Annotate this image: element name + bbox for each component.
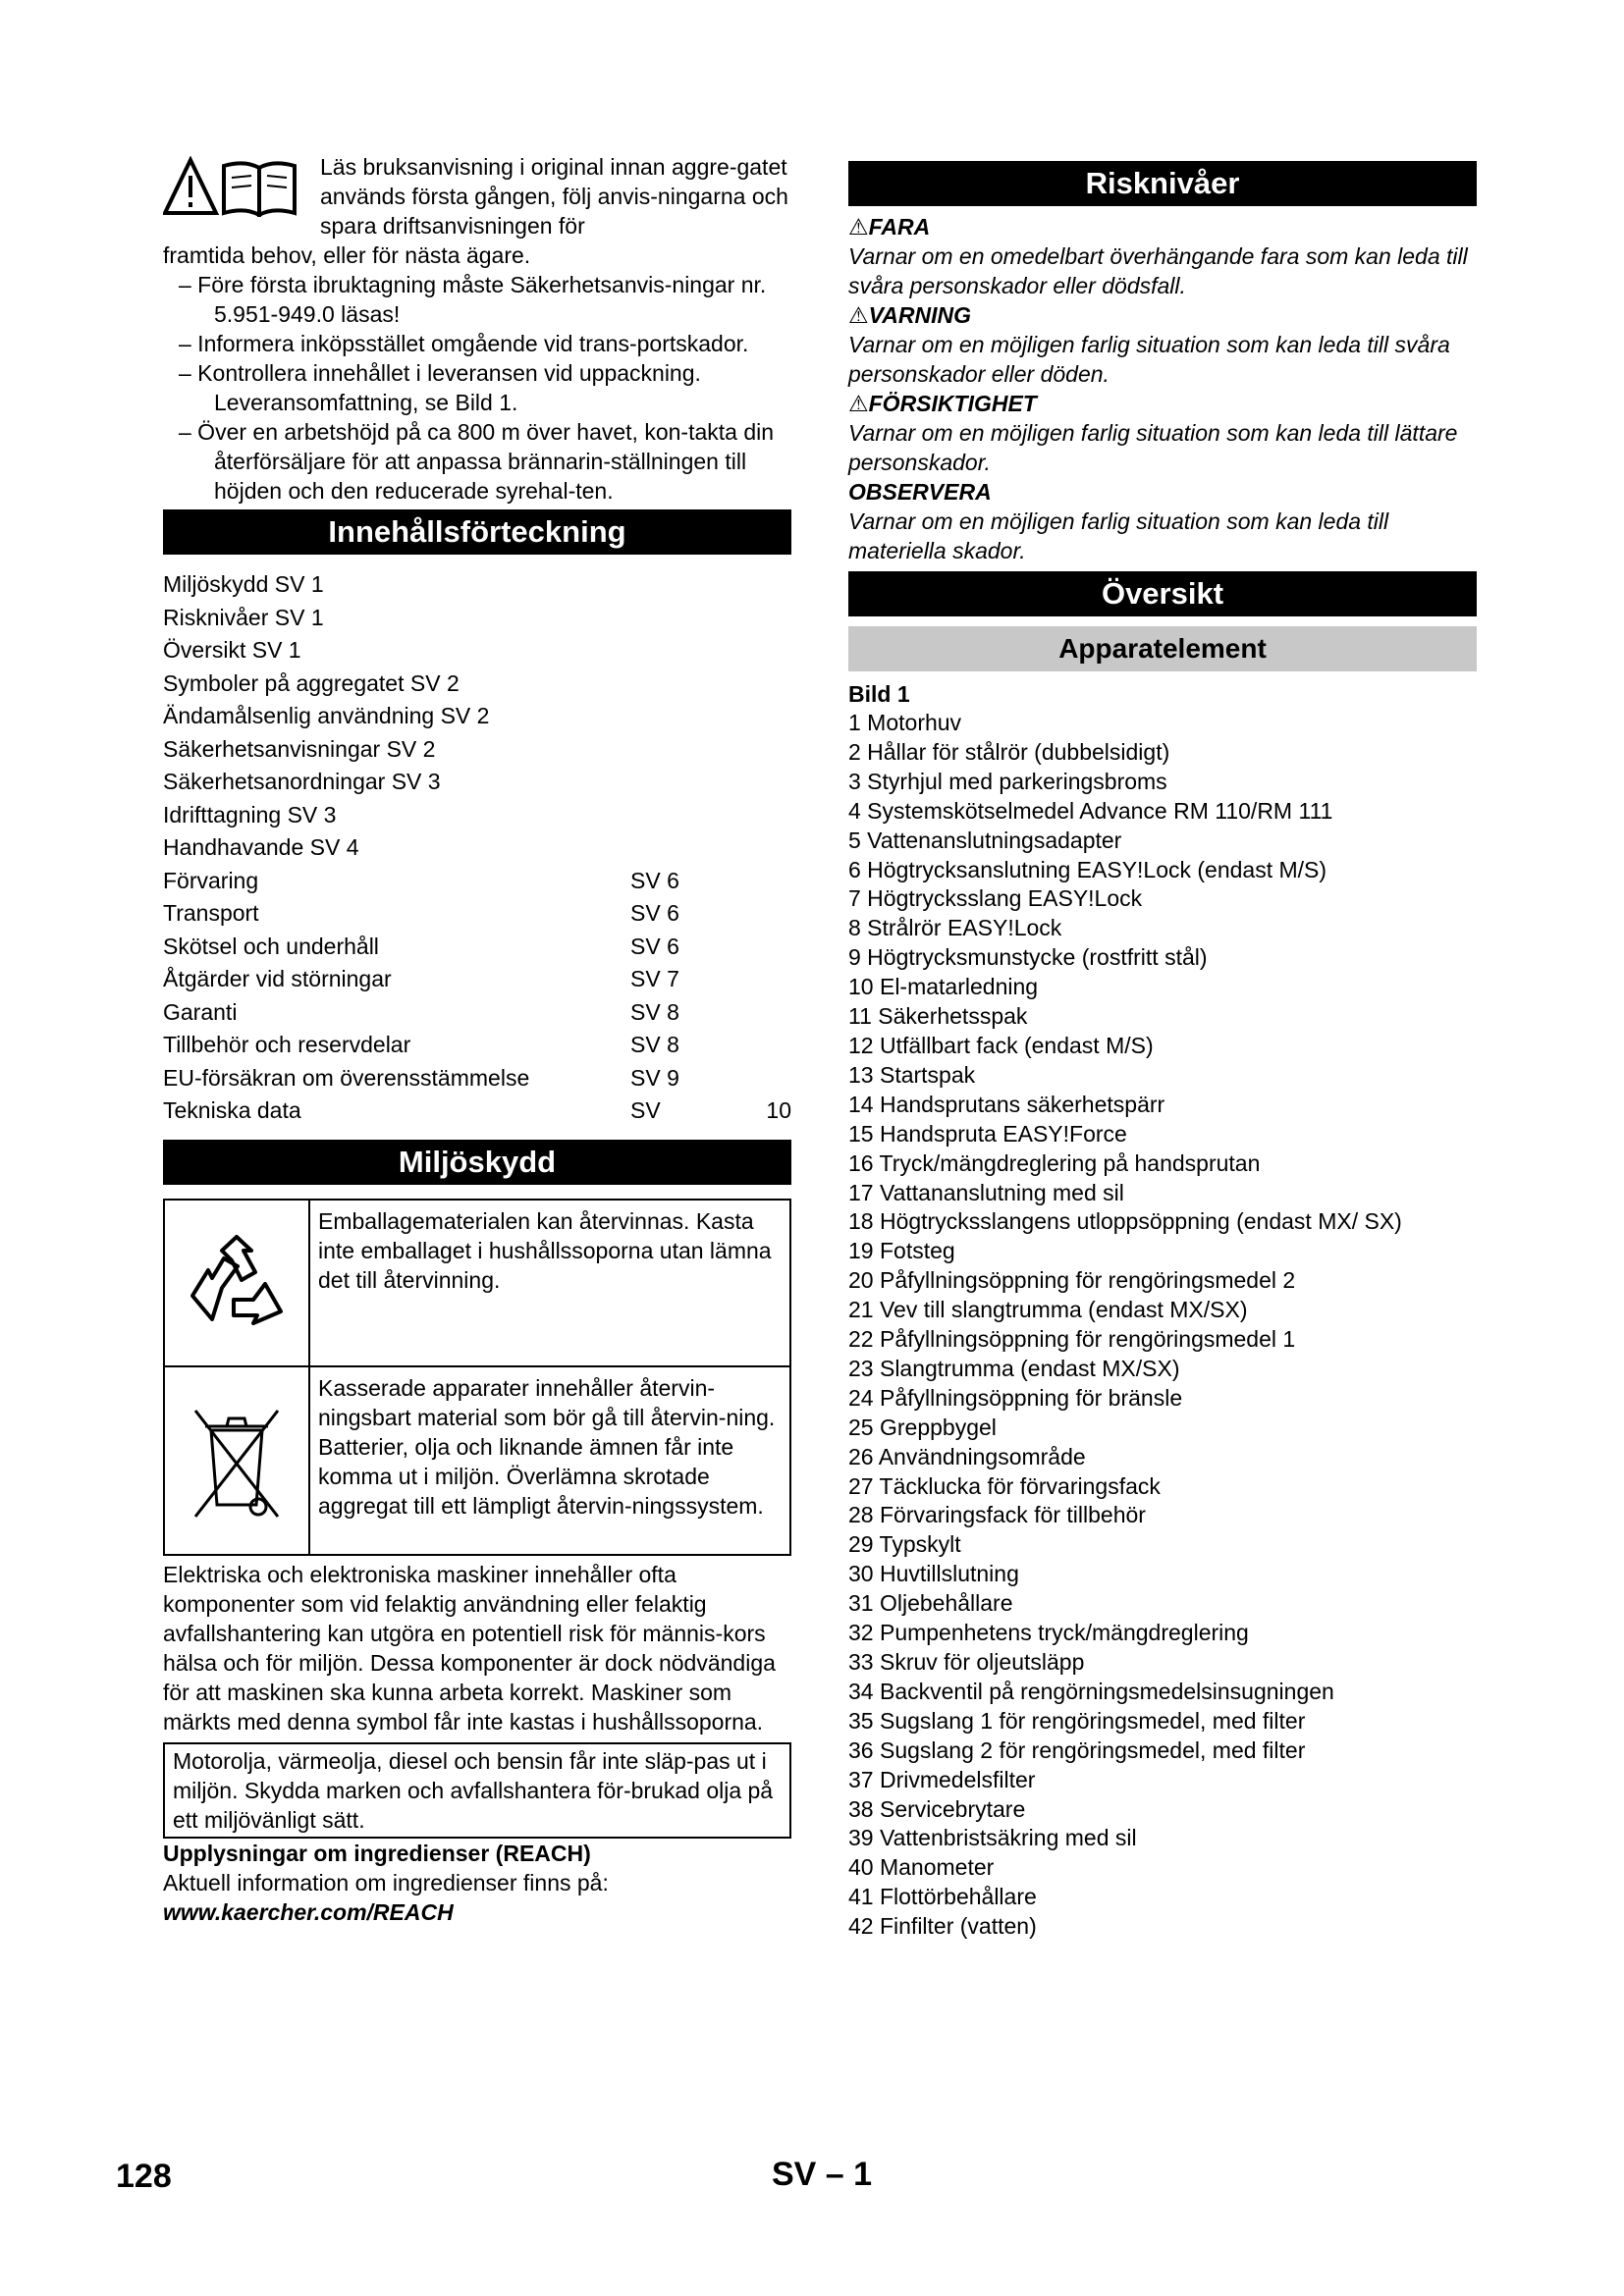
list-item: 39 Vattenbristsäkring med sil [848,1825,1137,1851]
toc-list [163,568,791,1128]
right-column [848,152,1477,1942]
toc-page [748,831,791,865]
list-item: – Över en arbetshöjd på ca 800 m över havet, kon-takta din återförsäljare för att anpassa brännarin-ställningen till höjden och den reducerade syrehal-ten. [179,419,775,504]
risk-level-text: Varnar om en möjligen farlig situation som kan leda till svåra personskador eller döden. [848,332,1450,387]
oil-notice-box [163,1742,791,1839]
toc-row[interactable] [163,1062,791,1095]
toc-sv: SV 6 [630,867,679,893]
warning-manual-icon [163,156,310,217]
list-item: 2 Hållar för stålrör (dubbelsidigt) [848,738,1170,765]
toc-row[interactable] [163,865,791,898]
risk-levels [848,212,1477,565]
list-item: 31 Oljebehållare [848,1590,1013,1617]
toc-row[interactable] [163,568,791,602]
toc-title: Översikt SV 1 [163,637,301,663]
toc-title: Transport [163,900,259,926]
toc-heading: Innehållsförteckning [163,509,791,555]
recycle-text: Emballagematerialen kan återvinnas. Kasta inte emballaget i hushållssoporna utan lämna det till återvinning. [318,1207,772,1293]
toc-title: Åtgärder vid störningar [163,966,392,991]
list-item: 19 Fotsteg [848,1238,955,1264]
list-item: 42 Finfilter (vatten) [848,1913,1037,1940]
list-item: 28 Förvaringsfack för tillbehör [848,1502,1146,1528]
weee-text: Kasserade apparater innehåller återvin-ningsbart material som bör gå till återvin-ning. Batterier, olja och liknande ämnen får inte komma ut i miljön. Överlämna skrotade aggregat till ett lämpligt återvin-ningssystem. [318,1374,776,1519]
page-number: 128 [116,2158,172,2195]
list-item: 35 Sugslang 1 för rengöringsmedel, med filter [848,1707,1306,1734]
risk-level-text: Varnar om en möjligen farlig situation som kan leda till materiella skador. [848,508,1389,563]
weee-row [165,1367,789,1554]
toc-row[interactable] [163,766,791,799]
list-item: 33 Skruv för oljeutsläpp [848,1649,1085,1675]
toc-page [748,996,791,1030]
toc-sv: SV 7 [630,966,679,991]
toc-page [748,931,791,964]
list-item: 29 Typskylt [848,1531,961,1558]
toc-page [748,733,791,767]
toc-page [748,568,791,602]
env-symbol-table [163,1199,791,1556]
toc-title: Risknivåer SV 1 [163,604,324,630]
list-item: 38 Servicebrytare [848,1795,1026,1822]
risk-heading: Risknivåer [848,161,1477,206]
toc-sv [630,799,748,832]
list-item: 1 Motorhuv [848,710,962,735]
list-item: 4 Systemskötselmedel Advance RM 110/RM 111 [848,797,1333,824]
toc-title: Garanti [163,998,238,1025]
list-item: 9 Högtrycksmunstycke (rostfritt stål) [848,944,1208,971]
toc-title: Handhavande SV 4 [163,834,359,860]
toc-title: EU-försäkran om överensstämmelse [163,1064,530,1091]
recycle-icon [165,1201,310,1365]
warning-icon: ⚠ [848,302,869,328]
electronics-text: Elektriska och elektroniska maskiner innehåller ofta komponenter som vid felaktig användning eller felaktig avfallshantering kan utgöra en potentiell risk för männis-kors hälsa och för miljön. Dessa komponenter är dock nödvändiga för att maskinen ska kunna arbeta korrekt. Maskiner som märkts med denna symbol får inte kastas i hushållssoporna. [163,1561,776,1735]
toc-sv [630,602,748,635]
oil-notice-text: Motorolja, värmeolja, diesel och bensin får inte släp-pas ut i miljön. Skydda marken och avfallshantera för-brukad olja på ett miljövänligt sätt. [173,1747,774,1833]
toc-page [748,602,791,635]
toc-page [748,634,791,667]
recycle-row [165,1201,789,1367]
list-item: 14 Handsprutans säkerhetspärr [848,1091,1165,1117]
warning-icon: ⚠ [848,214,869,240]
list-item: 34 Backventil på rengörningsmedelsinsugningen [848,1678,1334,1704]
intro-text: Läs bruksanvisning i original innan aggre-gatet används första gången, följ anvis-ningarna och spara driftsanvisningen för [320,154,788,239]
toc-title: Symboler på aggregatet SV 2 [163,669,460,696]
toc-title: Säkerhetsanordningar SV 3 [163,769,441,794]
toc-sv: SV 8 [630,998,679,1025]
toc-row[interactable] [163,931,791,964]
toc-row[interactable] [163,1095,791,1128]
list-item: 20 Påfyllningsöppning för rengöringsmedel 2 [848,1267,1296,1294]
toc-row[interactable] [163,963,791,996]
risk-level-label: ⚠FARA [848,214,931,240]
list-item: 40 Manometer [848,1854,995,1881]
list-item: 21 Vev till slangtrumma (endast MX/SX) [848,1297,1248,1323]
toc-sv [630,667,748,701]
toc-sv [630,766,748,799]
overview-subheading: Apparatelement [848,626,1477,671]
toc-row[interactable] [163,1029,791,1062]
list-item: 8 Strålrör EASY!Lock [848,915,1062,941]
intro-section [163,152,791,270]
toc-row[interactable] [163,700,791,733]
toc-title: Tekniska data [163,1097,301,1123]
env-heading: Miljöskydd [163,1140,791,1185]
toc-page [748,897,791,931]
toc-title: Idrifttagning SV 3 [163,801,337,828]
list-item: 11 Säkerhetsspak [848,1003,1028,1030]
toc-sv [630,831,748,865]
toc-row[interactable] [163,667,791,701]
list-item: 25 Greppbygel [848,1414,997,1440]
toc-page [748,1029,791,1062]
toc-sv [630,634,748,667]
language-page-label: SV – 1 [772,2156,873,2193]
risk-level-label: ⚠FÖRSIKTIGHET [848,391,1037,416]
toc-page [748,799,791,832]
list-item: 6 Högtrycksanslutning EASY!Lock (endast M/S) [848,856,1327,882]
risk-level-text: Varnar om en omedelbart överhängande fara som kan leda till svåra personskador eller dödsfall. [848,243,1468,298]
list-item: 26 Användningsområde [848,1443,1086,1469]
list-item: 32 Pumpenhetens tryck/mängdreglering [848,1620,1249,1646]
toc-page [748,963,791,996]
list-item: 36 Sugslang 2 för rengöringsmedel, med filter [848,1736,1306,1763]
list-item: 12 Utfällbart fack (endast M/S) [848,1032,1154,1058]
toc-row[interactable] [163,634,791,667]
toc-sv [630,700,748,733]
reach-heading: Upplysningar om ingredienser (REACH) [163,1840,591,1866]
list-item: 17 Vattananslutning med sil [848,1179,1124,1205]
list-item: 18 Högtrycksslangens utloppsöppning (endast MX/ SX) [848,1208,1402,1235]
risk-level-text: Varnar om en möjligen farlig situation som kan leda till lättare personskador. [848,420,1458,475]
left-column [163,152,791,1927]
toc-page [748,1062,791,1095]
list-item: 16 Tryck/mängdreglering på handsprutan [848,1149,1261,1176]
toc-sv [630,568,748,602]
toc-row[interactable] [163,897,791,931]
list-item: 3 Styrhjul med parkeringsbroms [848,768,1167,794]
list-item: 23 Slangtrumma (endast MX/SX) [848,1355,1180,1381]
toc-page [748,700,791,733]
toc-title: Säkerhetsanvisningar SV 2 [163,735,436,762]
toc-title: Miljöskydd SV 1 [163,571,324,597]
intro-bullet-list [163,270,791,506]
toc-row[interactable] [163,831,791,865]
crossed-bin-icon [165,1367,310,1554]
reach-link[interactable]: www.kaercher.com/REACH [163,1898,454,1925]
list-item: 7 Högtrycksslang EASY!Lock [848,885,1143,912]
list-item: 22 Påfyllningsöppning för rengöringsmedel 1 [848,1326,1296,1353]
list-item: – Kontrollera innehållet i leveransen vid uppackning. Leveransomfattning, se Bild 1. [179,360,701,415]
toc-sv: SV 8 [630,1032,679,1057]
overview-heading: Översikt [848,571,1477,616]
toc-row[interactable] [163,799,791,832]
list-item: 37 Drivmedelsfilter [848,1766,1036,1792]
toc-row[interactable] [163,996,791,1030]
intro-text-continued: framtida behov, eller för nästa ägare. [163,242,531,268]
toc-sv: SV 9 [630,1064,679,1091]
reach-text: Aktuell information om ingredienser finns på: [163,1869,609,1896]
list-item: – Före första ibruktagning måste Säkerhetsanvis-ningar nr. 5.951-949.0 läsas! [179,272,767,327]
list-item: 10 El-matarledning [848,974,1039,1000]
toc-sv: SV 6 [630,900,679,926]
list-item: 27 Täcklucka för förvaringsfack [848,1472,1161,1499]
toc-row[interactable] [163,733,791,767]
list-item: 13 Startspak [848,1061,976,1088]
toc-title: Tillbehör och reservdelar [163,1032,411,1057]
toc-page [748,667,791,701]
warning-icon: ⚠ [848,391,869,416]
toc-sv [630,733,748,767]
list-item: 15 Handspruta EASY!Force [848,1120,1127,1147]
list-item: 30 Huvtillslutning [848,1561,1019,1587]
list-item: 41 Flottörbehållare [848,1884,1037,1910]
list-item: – Informera inköpsstället omgående vid trans-portskador. [179,331,749,356]
toc-sv: SV 6 [630,933,679,959]
toc-title: Förvaring [163,867,259,893]
parts-list [848,709,1477,1942]
toc-page [748,865,791,898]
risk-level-label: ⚠VARNING [848,302,971,328]
toc-title: Skötsel och underhåll [163,933,379,959]
toc-title: Ändamålsenlig användning SV 2 [163,703,490,728]
list-item: 24 Påfyllningsöppning för bränsle [848,1384,1183,1411]
toc-sv: SV [630,1097,661,1123]
toc-page: 10 [766,1097,791,1123]
toc-row[interactable] [163,602,791,635]
toc-page [748,766,791,799]
figure-label: Bild 1 [848,681,910,707]
list-item: 5 Vattenanslutningsadapter [848,827,1122,853]
risk-level-label: OBSERVERA [848,479,992,505]
